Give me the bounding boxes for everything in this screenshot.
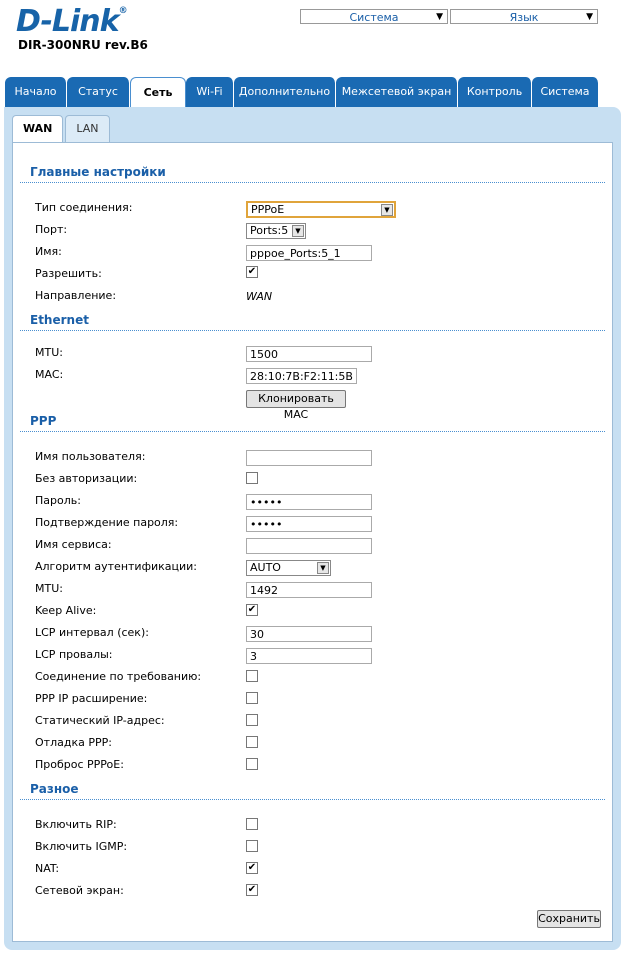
tab-lan[interactable]: LAN	[65, 115, 109, 143]
username-label: Имя пользователя:	[35, 450, 146, 463]
name-input[interactable]	[246, 245, 372, 261]
tab-wifi[interactable]: Wi-Fi	[186, 77, 234, 108]
device-model: DIR-300NRU rev.B6	[18, 38, 148, 52]
section-divider	[20, 330, 605, 331]
ppp-debug-checkbox[interactable]	[246, 736, 258, 748]
save-button[interactable]: Сохранить	[537, 910, 601, 928]
username-input[interactable]	[246, 450, 372, 466]
no-auth-checkbox[interactable]	[246, 472, 258, 484]
tab-status[interactable]: Статус	[67, 77, 130, 108]
section-divider	[20, 799, 605, 800]
igmp-label: Включить IGMP:	[35, 840, 128, 853]
section-title-ethernet: Ethernet	[30, 313, 89, 327]
ppp-ip-ext-checkbox[interactable]	[246, 692, 258, 704]
nat-label: NAT:	[35, 862, 60, 875]
enable-label: Разрешить:	[35, 267, 102, 280]
direction-label: Направление:	[35, 289, 117, 302]
language-select[interactable]: Язык ▼	[450, 9, 598, 24]
tab-control[interactable]: Контроль	[458, 77, 532, 108]
pppoe-passthrough-checkbox[interactable]	[246, 758, 258, 770]
lcp-interval-input[interactable]	[246, 626, 372, 642]
pppoe-passthrough-label: Проброс PPPoE:	[35, 758, 124, 771]
section-title-misc: Разное	[30, 782, 79, 796]
connection-type-select[interactable]: PPPoE ▼	[246, 201, 396, 218]
firewall-label: Сетевой экран:	[35, 884, 124, 897]
service-name-label: Имя сервиса:	[35, 538, 112, 551]
dlink-logo: D-Link®	[16, 4, 127, 39]
service-name-input[interactable]	[246, 538, 372, 554]
on-demand-label: Соединение по требованию:	[35, 670, 202, 683]
ethernet-mtu-label: MTU:	[35, 346, 63, 359]
tab-network[interactable]: Сеть	[130, 77, 186, 108]
password-input[interactable]	[246, 494, 372, 510]
enable-checkbox[interactable]: ✔	[247, 266, 257, 277]
no-auth-label: Без авторизации:	[35, 472, 138, 485]
mac-label: MAC:	[35, 368, 64, 381]
igmp-checkbox[interactable]	[246, 840, 258, 852]
chevron-down-icon: ▼	[292, 225, 304, 237]
lcp-interval-label: LCP интервал (сек):	[35, 626, 149, 639]
port-select[interactable]: Ports:5 ▼	[246, 223, 306, 239]
on-demand-checkbox[interactable]	[246, 670, 258, 682]
password-confirm-label: Подтверждение пароля:	[35, 516, 179, 529]
chevron-down-icon: ▼	[586, 12, 593, 22]
tab-wan[interactable]: WAN	[12, 115, 63, 143]
auth-algorithm-label: Алгоритм аутентификации:	[35, 560, 198, 573]
mac-input[interactable]	[246, 368, 357, 384]
lcp-failures-input[interactable]	[246, 648, 372, 664]
keep-alive-label: Keep Alive:	[35, 604, 97, 617]
static-ip-label: Статический IP-адрес:	[35, 714, 165, 727]
connection-type-label: Тип соединения:	[35, 201, 133, 214]
auth-algorithm-select[interactable]: AUTO ▼	[246, 560, 331, 576]
tab-firewall[interactable]: Межсетевой экран	[336, 77, 458, 108]
ppp-mtu-input[interactable]	[246, 582, 372, 598]
lcp-failures-label: LCP провалы:	[35, 648, 113, 661]
tab-advanced[interactable]: Дополнительно	[234, 77, 336, 108]
rip-checkbox[interactable]	[246, 818, 258, 830]
keep-alive-checkbox[interactable]: ✔	[247, 604, 257, 615]
password-label: Пароль:	[35, 494, 81, 507]
section-divider	[20, 431, 605, 432]
chevron-down-icon: ▼	[381, 204, 393, 216]
static-ip-checkbox[interactable]	[246, 714, 258, 726]
ppp-ip-ext-label: PPP IP расширение:	[35, 692, 148, 705]
nat-checkbox[interactable]: ✔	[247, 862, 257, 873]
ethernet-mtu-input[interactable]	[246, 346, 372, 362]
section-title-ppp: PPP	[30, 414, 57, 428]
system-menu-select[interactable]: Система ▼	[300, 9, 448, 24]
ppp-mtu-label: MTU:	[35, 582, 63, 595]
chevron-down-icon: ▼	[317, 562, 329, 574]
clone-mac-button[interactable]: Клонировать MAC	[246, 390, 346, 408]
section-divider	[20, 182, 605, 183]
section-title-main: Главные настройки	[30, 165, 166, 179]
name-label: Имя:	[35, 245, 62, 258]
password-confirm-input[interactable]	[246, 516, 372, 532]
chevron-down-icon: ▼	[436, 12, 443, 22]
ppp-debug-label: Отладка PPP:	[35, 736, 112, 749]
port-label: Порт:	[35, 223, 68, 236]
firewall-checkbox[interactable]: ✔	[247, 884, 257, 895]
direction-value: WAN	[246, 290, 273, 303]
sub-tabs	[12, 115, 112, 143]
tab-system[interactable]: Система	[532, 77, 599, 108]
rip-label: Включить RIP:	[35, 818, 117, 831]
tab-home[interactable]: Начало	[5, 77, 67, 108]
main-nav-tabs	[5, 77, 599, 108]
